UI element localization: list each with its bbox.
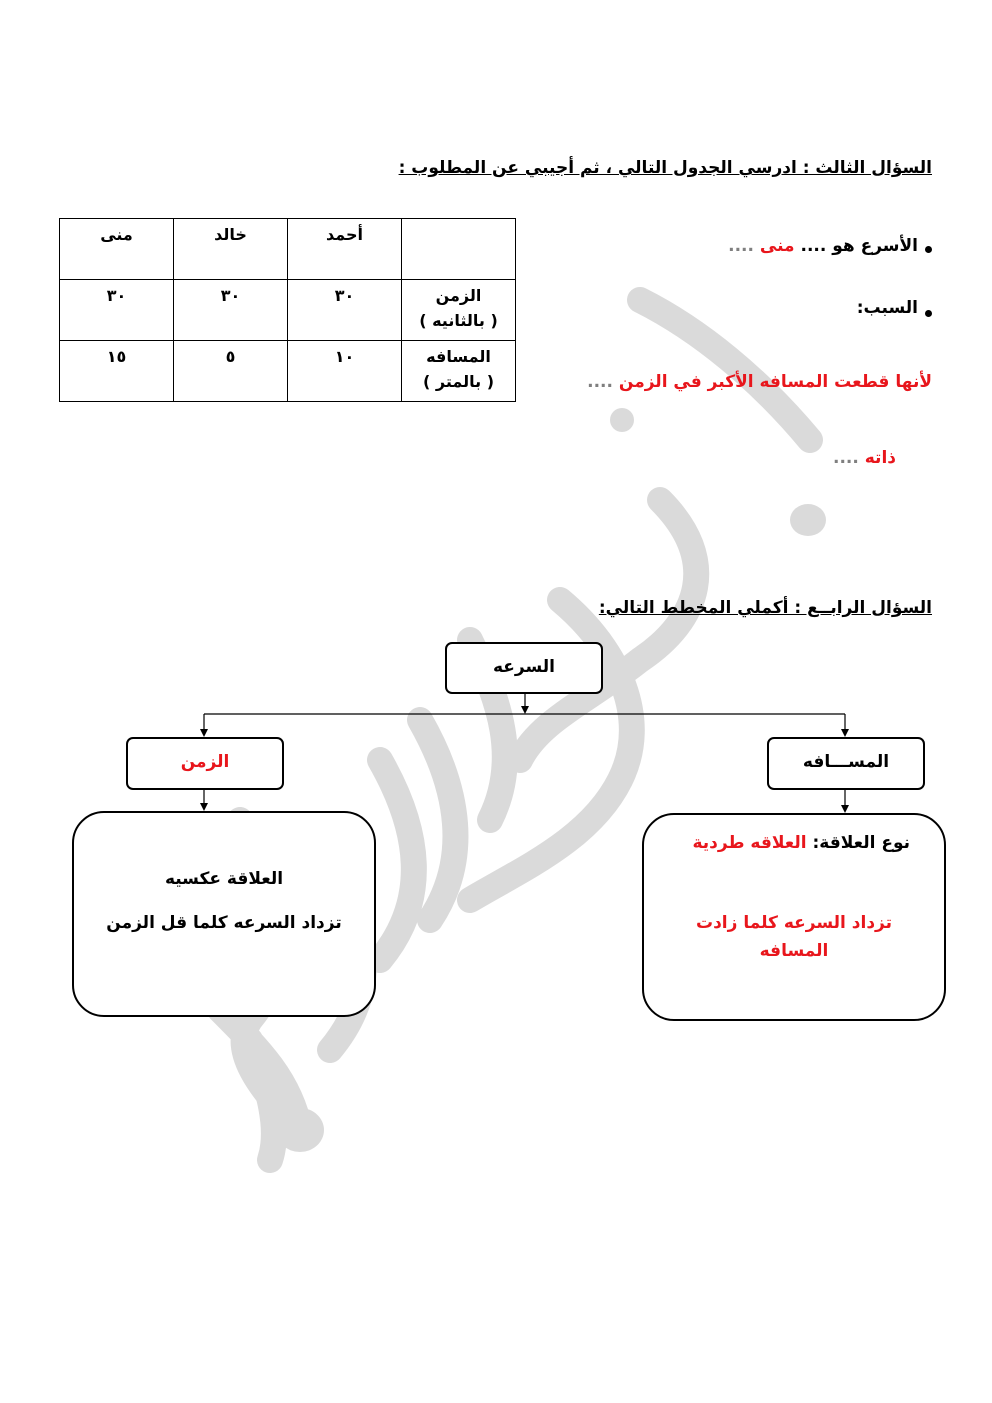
table-cell: ٣٠ [174,280,288,341]
diagram-time-node: الزمن [126,737,284,790]
distance-relation-description-1: تزداد السرعه كلما زادت [695,913,893,933]
arrow-head-icon [841,729,849,737]
q4-heading: السؤال الرابــع : أكملي المخطط التالي: [598,598,932,618]
time-relation-box [72,811,376,1017]
arrow-head-icon [841,805,849,813]
table-cell: ٣٠ [288,280,402,341]
fastest-suffix: .... [728,236,754,256]
table-header-cell: أحمد [288,219,402,280]
row-label-line1: المسافه [426,347,491,366]
table-cell: ٥ [174,341,288,402]
row-label-line2: ( بالثانيه ) [419,310,498,330]
distance-relation-type-line [644,833,944,853]
reason-dots: .... [587,372,613,392]
reason-answer-text: لأنها قطعت المسافه الأكبر في الزمن [618,372,932,392]
table-header-cell: خالد [174,219,288,280]
arrow-head-icon [200,803,208,811]
table-header-cell: منى [60,219,174,280]
table-cell: ٣٠ [60,280,174,341]
time-relation-type: العلاقة عكسيه [164,869,284,889]
q3-heading: السؤال الثالث : ادرسي الجدول التالي ، ثم أجيبي عن المطلوب : [398,158,932,178]
arrow-head-icon [521,706,529,714]
reason-answer-text-2: ذاته [864,448,896,468]
diagram-root-node: السرعه [445,642,603,694]
time-relation-description: تزداد السرعه كلما قل الزمن [106,913,342,933]
diagram-distance-node: المســـافه [767,737,925,790]
distance-relation-box [642,813,946,1021]
fastest-prefix: الأسرع هو .... [800,236,918,256]
reason-dots-2: .... [832,448,859,468]
arrow-head-icon [200,729,208,737]
row-label-line2: ( بالمتر ) [423,371,494,391]
relation-type-value: العلاقه طردية [692,833,807,853]
fastest-answer: منى [759,236,795,256]
row-label-line1: الزمن [435,286,482,305]
table-cell: ١٠ [288,341,402,402]
table-cell: ١٥ [60,341,174,402]
reason-label: السبب: [856,298,918,318]
relation-type-label: نوع العلاقة: [812,833,910,853]
distance-relation-description-2: المسافه [759,941,829,961]
